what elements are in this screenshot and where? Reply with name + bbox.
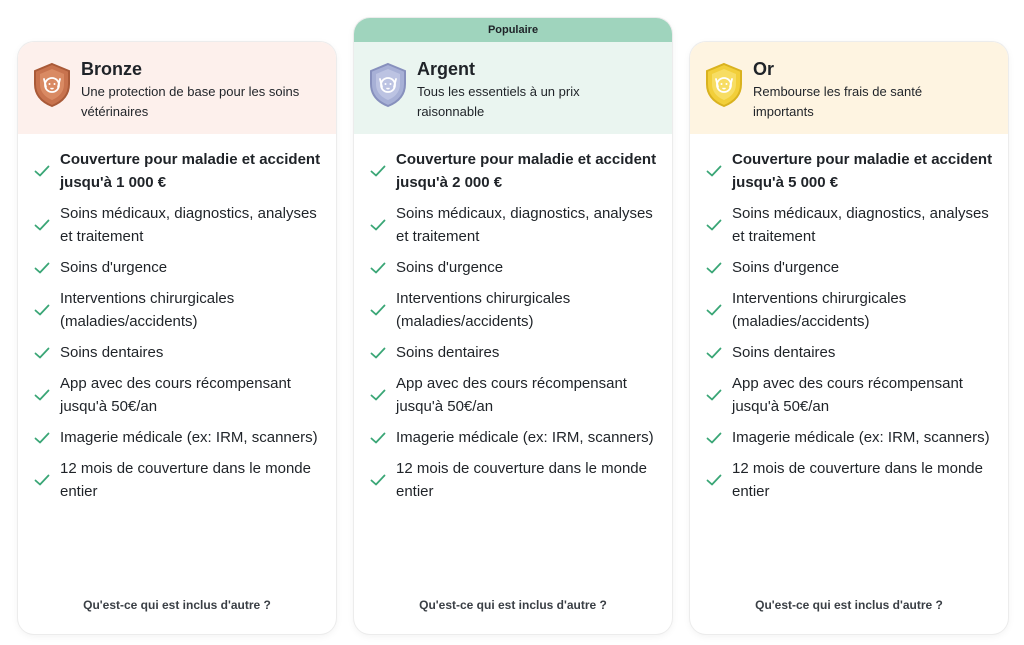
check-icon xyxy=(370,432,386,444)
list-item xyxy=(370,372,658,418)
check-icon xyxy=(370,165,386,177)
feature-list xyxy=(354,134,672,503)
list-item xyxy=(370,202,658,248)
check-icon xyxy=(370,389,386,401)
list-item xyxy=(34,202,322,248)
feature-text: App avec des cours récompensant jusqu'à 50€/an xyxy=(60,375,291,415)
feature-text: Imagerie médicale (ex: IRM, scanners) xyxy=(60,429,318,446)
check-icon xyxy=(370,474,386,486)
feature-text: Soins dentaires xyxy=(732,344,836,361)
check-icon xyxy=(706,165,722,177)
feature-text: Couverture pour maladie et accident jusqu'à 1 000 € xyxy=(60,151,321,191)
check-icon xyxy=(706,262,722,274)
dog-shield-icon xyxy=(32,62,72,108)
feature-text: Soins dentaires xyxy=(60,344,164,361)
plan-description: Une protection de base pour les soins vétérinaires xyxy=(81,84,300,119)
check-icon xyxy=(706,474,722,486)
list-item xyxy=(34,341,322,364)
check-icon xyxy=(370,304,386,316)
feature-text: Soins médicaux, diagnostics, analyses et traitement xyxy=(396,205,653,245)
feature-list xyxy=(18,134,336,503)
list-item xyxy=(370,457,658,503)
feature-text: App avec des cours récompensant jusqu'à 50€/an xyxy=(732,375,963,415)
plan-title: Bronze xyxy=(81,59,143,79)
plan-card-bronze[interactable] xyxy=(18,42,336,634)
check-icon xyxy=(34,304,50,316)
feature-list xyxy=(690,134,1008,503)
feature-text: Couverture pour maladie et accident jusqu'à 5 000 € xyxy=(732,151,993,191)
list-item xyxy=(34,287,322,333)
more-info-link[interactable]: Qu'est-ce qui est inclus d'autre ? xyxy=(83,598,271,612)
plan-header xyxy=(354,42,672,134)
feature-text: App avec des cours récompensant jusqu'à 50€/an xyxy=(396,375,627,415)
list-item xyxy=(370,287,658,333)
feature-text: Interventions chirurgicales (maladies/accidents) xyxy=(732,290,907,330)
feature-text: Soins médicaux, diagnostics, analyses et traitement xyxy=(60,205,317,245)
list-item xyxy=(370,341,658,364)
feature-text: Soins d'urgence xyxy=(396,259,504,276)
feature-text: Interventions chirurgicales (maladies/accidents) xyxy=(60,290,235,330)
check-icon xyxy=(34,474,50,486)
check-icon xyxy=(706,389,722,401)
check-icon xyxy=(706,219,722,231)
plan-header xyxy=(18,42,336,134)
popular-ribbon: Populaire xyxy=(354,18,672,42)
plan-card-argent[interactable] xyxy=(354,18,672,634)
feature-text: 12 mois de couverture dans le monde entier xyxy=(396,460,647,500)
check-icon xyxy=(34,432,50,444)
list-item xyxy=(706,372,994,418)
feature-text: Soins d'urgence xyxy=(732,259,840,276)
check-icon xyxy=(706,347,722,359)
dog-shield-icon xyxy=(704,62,744,108)
list-item xyxy=(34,148,322,194)
plan-header xyxy=(690,42,1008,134)
feature-text: Imagerie médicale (ex: IRM, scanners) xyxy=(732,429,990,446)
check-icon xyxy=(34,219,50,231)
plan-description: Rembourse les frais de santé importants xyxy=(753,84,923,119)
more-info-link[interactable]: Qu'est-ce qui est inclus d'autre ? xyxy=(755,598,943,612)
check-icon xyxy=(34,389,50,401)
check-icon xyxy=(34,347,50,359)
feature-text: Soins d'urgence xyxy=(60,259,168,276)
feature-text: Soins médicaux, diagnostics, analyses et traitement xyxy=(732,205,989,245)
plan-title: Argent xyxy=(417,59,475,79)
feature-text: 12 mois de couverture dans le monde entier xyxy=(60,460,311,500)
check-icon xyxy=(370,347,386,359)
list-item xyxy=(34,426,322,449)
check-icon xyxy=(34,262,50,274)
list-item xyxy=(706,341,994,364)
list-item xyxy=(706,256,994,279)
list-item xyxy=(370,148,658,194)
check-icon xyxy=(370,219,386,231)
list-item xyxy=(370,256,658,279)
feature-text: Interventions chirurgicales (maladies/accidents) xyxy=(396,290,571,330)
list-item xyxy=(706,148,994,194)
check-icon xyxy=(34,165,50,177)
check-icon xyxy=(370,262,386,274)
check-icon xyxy=(706,304,722,316)
plan-description: Tous les essentiels à un prix raisonnable xyxy=(417,84,580,119)
feature-text: Soins dentaires xyxy=(396,344,500,361)
plan-title: Or xyxy=(753,59,775,79)
more-info-link[interactable]: Qu'est-ce qui est inclus d'autre ? xyxy=(419,598,607,612)
list-item xyxy=(34,372,322,418)
list-item xyxy=(34,256,322,279)
list-item xyxy=(370,426,658,449)
list-item xyxy=(706,426,994,449)
list-item xyxy=(706,287,994,333)
list-item xyxy=(706,202,994,248)
check-icon xyxy=(706,432,722,444)
feature-text: Couverture pour maladie et accident jusqu'à 2 000 € xyxy=(396,151,657,191)
dog-shield-icon xyxy=(368,62,408,108)
feature-text: Imagerie médicale (ex: IRM, scanners) xyxy=(396,429,654,446)
list-item xyxy=(34,457,322,503)
list-item xyxy=(706,457,994,503)
feature-text: 12 mois de couverture dans le monde entier xyxy=(732,460,983,500)
plan-card-or[interactable] xyxy=(690,42,1008,634)
